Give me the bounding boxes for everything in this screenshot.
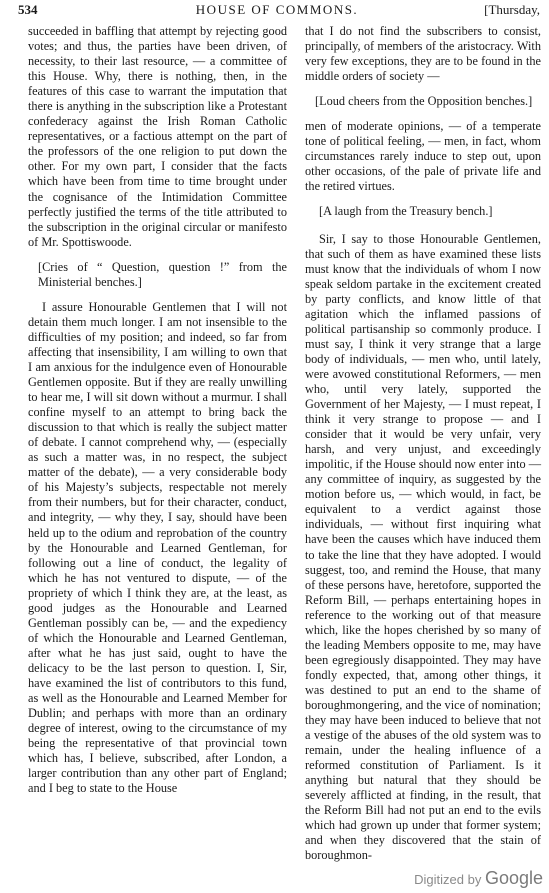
page-number: 534 [18, 2, 38, 17]
stage-direction: [A laugh from the Treasury bench.] [319, 204, 493, 219]
stage-direction: [Loud cheers from the Opposition benches.] [315, 94, 533, 109]
paragraph: Sir, I say to those Honourable Gentlemen, that such of them as have examined these lists must know that the individuals of whom I now speak seldom partake in the excitement created by party conflicts, and know little of that agitation which the inflamed passions of political partisanship so commonly produce. I must say, I think it very strange that a large body of individuals, — men who, until lately, were avowed constitutional Reformers, — men who, until very lately, supported the Government of her Majesty, — I must repeat, I think it very strange to propose — and I consider that it would be very unfair, very harsh, and very unjust, and exceedingly impolitic, if the House should now enter into — any committee of inquiry, as suggested by the motion before us, — which would, in fact, be equivalent to a verdict against those individuals, — without first inquiring what have been the causes which have induced them to take the line that they have adopted. I would suggest, too, and remind the House, that many of these persons have, heretofore, supported the Reform Bill, — perhaps entertaining hopes in reference to the working out of that measure which, like the hopes cherished by so many of the leading Members opposite to me, may have been egregiously disappointed. They may have fondly expected, that, among other things, it was destined to put an end to the shame of boroughmongering, and the vice of nomination; they may have been induced to believe that not a vestige of the abuses of the old system was to remain, under the healing influence of a reformed constitution of Parliament. Is it anything but natural that they should be severely afflicted at finding, in the result, that the Reform Bill had not put an end to the evils which had grown up under that former system; and when they discovered that the stain of boroughmon- [305, 231, 542, 863]
right-column [305, 24, 541, 863]
paragraph: that I do not find the subscribers to consist, principally, of members of the aristocracy. With very few exceptions, they are to be found in the middle orders of society — [305, 24, 541, 84]
running-day: [Thursday, [484, 2, 540, 17]
stage-direction: [Cries of “ Question, question !” from the Ministerial benches.] [38, 259, 287, 289]
watermark-brand: Google [484, 868, 543, 888]
digitization-watermark [414, 868, 543, 889]
paragraph: succeeded in baffling that attempt by rejecting good votes; and thus, the parties have been driven, of necessity, to their last resource, — a committee of this House. Why, there is nothing, then, in the features of this case to warrant the imputation that there is anything in the subscription like a Protestant confederacy against the Irish Roman Catholic representatives, or a factious attempt on the part of the professors of the one religion to put down the other. For my own part, I consider that the facts which have been from time to time brought under the cognisance of the Intimidation Committee perfectly justified the terms of the title attributed to the subscription in the original circular or manifesto of Mr. Spottiswoode. [28, 24, 287, 249]
paragraph: men of moderate opinions, — of a temperate tone of political feeling, — men, in fact, whom circumstances rarely induce to step out, upon other occasions, of the pale of private life and the retired virtues. [305, 119, 541, 194]
watermark-prefix: Digitized by [414, 872, 482, 887]
running-title: HOUSE OF COMMONS. [195, 2, 359, 17]
running-header [14, 2, 540, 18]
paragraph: I assure Honourable Gentlemen that I will not detain them much longer. I am not insensible to the difficulties of my position; and indeed, so far from affecting that insensibility, I am willing to own that I am anxious for the indulgence even of Honourable Gentlemen opposite. But if they are really unwilling to hear me, I will sit down without a murmur. I shall confine myself to an attempt to bring back the discussion to that which is really the subject matter of debate. I cannot comprehend why, — (especially as such a matter was, in no respect, the subject matter of the debate), — a very considerable body of his Majesty’s subjects, respectable not merely from their numbers, but for their character, conduct, and integrity, — why they, I say, should have been held up to the odium and reprobation of the country by the Honourable and Learned Gentleman, for following out a line of conduct, the legality of which he has not ventured to dispute, — of the propriety of which I think they are, at the least, as good judges as the Honourable and Learned Gentleman possibly can be, — and the expediency of which the Honourable and Learned Gentleman, after what he has just said, ought to have the delicacy to be the last person to question. I, Sir, have examined the list of contributors to this fund, as well as the Honourable and Learned Member for Dublin; and perhaps with more than an ordinary degree of interest, owing to the circumstance of my being the representative of that provincial town which has, I believe, subscribed, after London, a larger contribution than any other part of England; and I beg to state to the House [28, 299, 287, 796]
left-column [28, 24, 287, 796]
